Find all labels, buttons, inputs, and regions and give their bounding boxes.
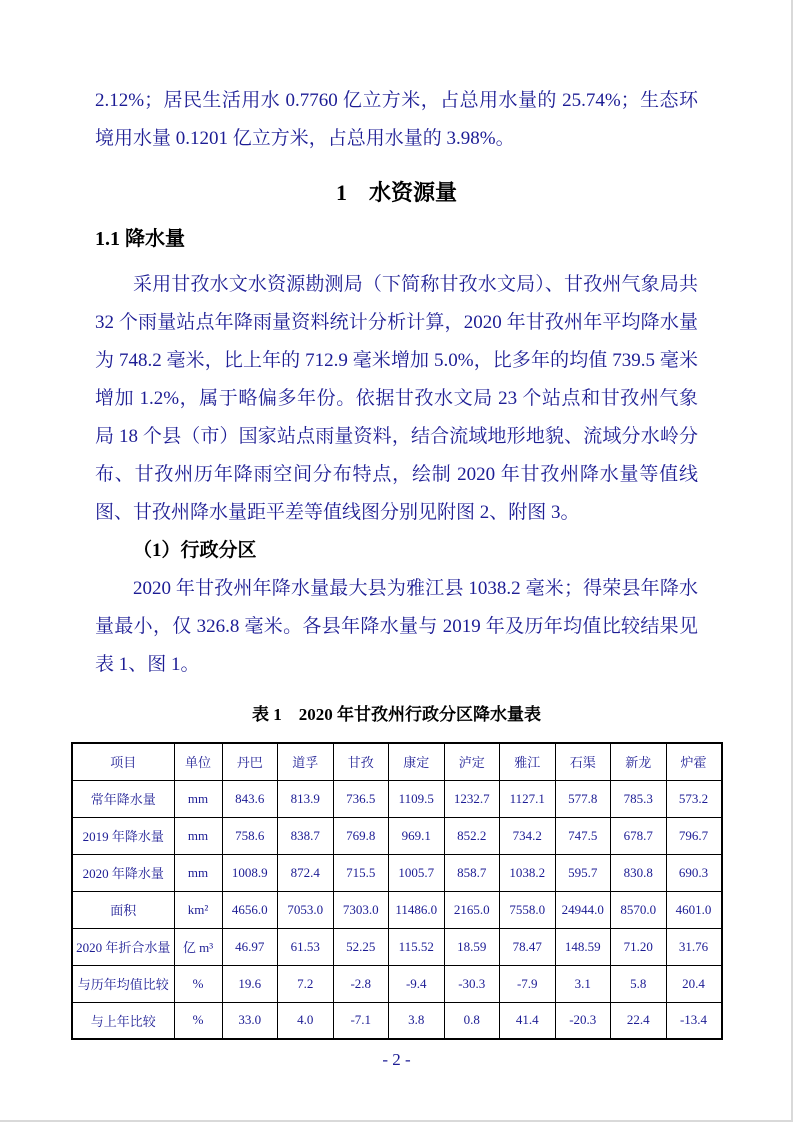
paragraph-precipitation-overview: 采用甘孜水文水资源勘测局（下简称甘孜水文局）、甘孜州气象局共 32 个雨量站点年降雨量资料统计分析计算，2020 年甘孜州年平均降水量为 748.2 毫米，比上年的 712.9 毫米增加 5.0%，比多年的均值 739.5 毫米增加 1.2%，属于略偏多年份。依据甘孜水文局 23 个站点和甘孜州气象局 18 个县（市）国家站点雨量资料，结合流域地形地貌、流域分水岭分布、甘孜州历年降雨空间分布特点，绘制 2020 年甘孜州降水量等值线图、甘孜州降水量距平差等值线图分别见附图 2、附图 3。 xyxy=(95,274,698,523)
data-cell: 734.2 xyxy=(500,817,556,854)
row-unit: % xyxy=(174,965,222,1002)
column-header: 项目 xyxy=(72,743,174,780)
data-cell: 830.8 xyxy=(611,854,667,891)
data-cell: 46.97 xyxy=(222,928,278,965)
column-header: 康定 xyxy=(389,743,445,780)
row-label: 常年降水量 xyxy=(72,780,174,817)
data-cell: -7.9 xyxy=(500,965,556,1002)
data-cell: 33.0 xyxy=(222,1002,278,1039)
data-cell: 22.4 xyxy=(611,1002,667,1039)
table-title: 表 1 2020 年甘孜州行政分区降水量表 xyxy=(252,705,541,724)
data-cell: 785.3 xyxy=(611,780,667,817)
table-row xyxy=(72,780,722,817)
data-cell: 5.8 xyxy=(611,965,667,1002)
data-cell: 4.0 xyxy=(278,1002,334,1039)
data-cell: 858.7 xyxy=(444,854,500,891)
table-header-row xyxy=(72,743,722,780)
data-cell: 71.20 xyxy=(611,928,667,965)
data-cell: 838.7 xyxy=(278,817,334,854)
data-cell: 872.4 xyxy=(278,854,334,891)
data-cell: -7.1 xyxy=(333,1002,389,1039)
data-cell: 4656.0 xyxy=(222,891,278,928)
row-unit: km² xyxy=(174,891,222,928)
row-label: 2019 年降水量 xyxy=(72,817,174,854)
row-unit: % xyxy=(174,1002,222,1039)
top-paragraph: 2.12%；居民生活用水 0.7760 亿立方米，占总用水量的 25.74%；生态环境用水量 0.1201 亿立方米，占总用水量的 3.98%。 xyxy=(95,90,698,149)
column-header: 道孚 xyxy=(278,743,334,780)
table-body xyxy=(72,780,722,1039)
data-cell: 3.1 xyxy=(555,965,611,1002)
data-cell: 1008.9 xyxy=(222,854,278,891)
data-cell: 148.59 xyxy=(555,928,611,965)
row-label: 与上年比较 xyxy=(72,1002,174,1039)
data-cell: 19.6 xyxy=(222,965,278,1002)
data-cell: 843.6 xyxy=(222,780,278,817)
data-cell: 8570.0 xyxy=(611,891,667,928)
page-number: - 2 - xyxy=(382,1050,411,1069)
table-row xyxy=(72,1002,722,1039)
table-row xyxy=(72,854,722,891)
data-cell: 4601.0 xyxy=(666,891,722,928)
paragraph-administrative-division: 2020 年甘孜州年降水量最大县为雅江县 1038.2 毫米；得荣县年降水量最小，仅 326.8 毫米。各县年降水量与 2019 年及历年均值比较结果见表 1、图 1。 xyxy=(95,578,698,675)
data-cell: 7558.0 xyxy=(500,891,556,928)
column-header: 单位 xyxy=(174,743,222,780)
data-cell: 52.25 xyxy=(333,928,389,965)
data-cell: 678.7 xyxy=(611,817,667,854)
row-unit: mm xyxy=(174,817,222,854)
column-header: 炉霍 xyxy=(666,743,722,780)
data-cell: 2165.0 xyxy=(444,891,500,928)
data-cell: 1232.7 xyxy=(444,780,500,817)
sub-item-administrative-division: （1）行政分区 xyxy=(133,540,257,561)
data-cell: -13.4 xyxy=(666,1002,722,1039)
row-label: 2020 年折合水量 xyxy=(72,928,174,965)
data-cell: 7053.0 xyxy=(278,891,334,928)
data-cell: 573.2 xyxy=(666,780,722,817)
column-header: 丹巴 xyxy=(222,743,278,780)
table-row xyxy=(72,891,722,928)
data-cell: 61.53 xyxy=(278,928,334,965)
row-label: 与历年均值比较 xyxy=(72,965,174,1002)
data-cell: -20.3 xyxy=(555,1002,611,1039)
column-header: 甘孜 xyxy=(333,743,389,780)
section-heading: 1 水资源量 xyxy=(335,180,457,205)
data-cell: 736.5 xyxy=(333,780,389,817)
data-cell: 747.5 xyxy=(555,817,611,854)
data-cell: 595.7 xyxy=(555,854,611,891)
row-unit: mm xyxy=(174,854,222,891)
data-cell: -9.4 xyxy=(389,965,445,1002)
table-row xyxy=(72,817,722,854)
data-cell: 7303.0 xyxy=(333,891,389,928)
data-cell: 577.8 xyxy=(555,780,611,817)
data-cell: 690.3 xyxy=(666,854,722,891)
data-cell: 31.76 xyxy=(666,928,722,965)
data-cell: 7.2 xyxy=(278,965,334,1002)
data-cell: 11486.0 xyxy=(389,891,445,928)
row-label: 面积 xyxy=(72,891,174,928)
data-cell: 1109.5 xyxy=(389,780,445,817)
data-cell: 41.4 xyxy=(500,1002,556,1039)
data-cell: 20.4 xyxy=(666,965,722,1002)
data-cell: 3.8 xyxy=(389,1002,445,1039)
data-cell: 115.52 xyxy=(389,928,445,965)
row-label: 2020 年降水量 xyxy=(72,854,174,891)
data-cell: 18.59 xyxy=(444,928,500,965)
row-unit: mm xyxy=(174,780,222,817)
data-cell: -30.3 xyxy=(444,965,500,1002)
table-container xyxy=(71,742,722,1040)
data-cell: 715.5 xyxy=(333,854,389,891)
column-header: 泸定 xyxy=(444,743,500,780)
data-cell: 813.9 xyxy=(278,780,334,817)
data-cell: 969.1 xyxy=(389,817,445,854)
table-row xyxy=(72,965,722,1002)
table-row xyxy=(72,928,722,965)
column-header: 石渠 xyxy=(555,743,611,780)
column-header: 雅江 xyxy=(500,743,556,780)
data-cell: 769.8 xyxy=(333,817,389,854)
sub-heading: 1.1 降水量 xyxy=(95,228,185,250)
data-cell: 796.7 xyxy=(666,817,722,854)
data-cell: -2.8 xyxy=(333,965,389,1002)
data-cell: 1127.1 xyxy=(500,780,556,817)
row-unit: 亿 m³ xyxy=(174,928,222,965)
data-cell: 852.2 xyxy=(444,817,500,854)
data-cell: 78.47 xyxy=(500,928,556,965)
data-cell: 0.8 xyxy=(444,1002,500,1039)
precip-table xyxy=(71,742,723,1040)
data-cell: 1005.7 xyxy=(389,854,445,891)
data-cell: 24944.0 xyxy=(555,891,611,928)
column-header: 新龙 xyxy=(611,743,667,780)
data-cell: 1038.2 xyxy=(500,854,556,891)
data-cell: 758.6 xyxy=(222,817,278,854)
